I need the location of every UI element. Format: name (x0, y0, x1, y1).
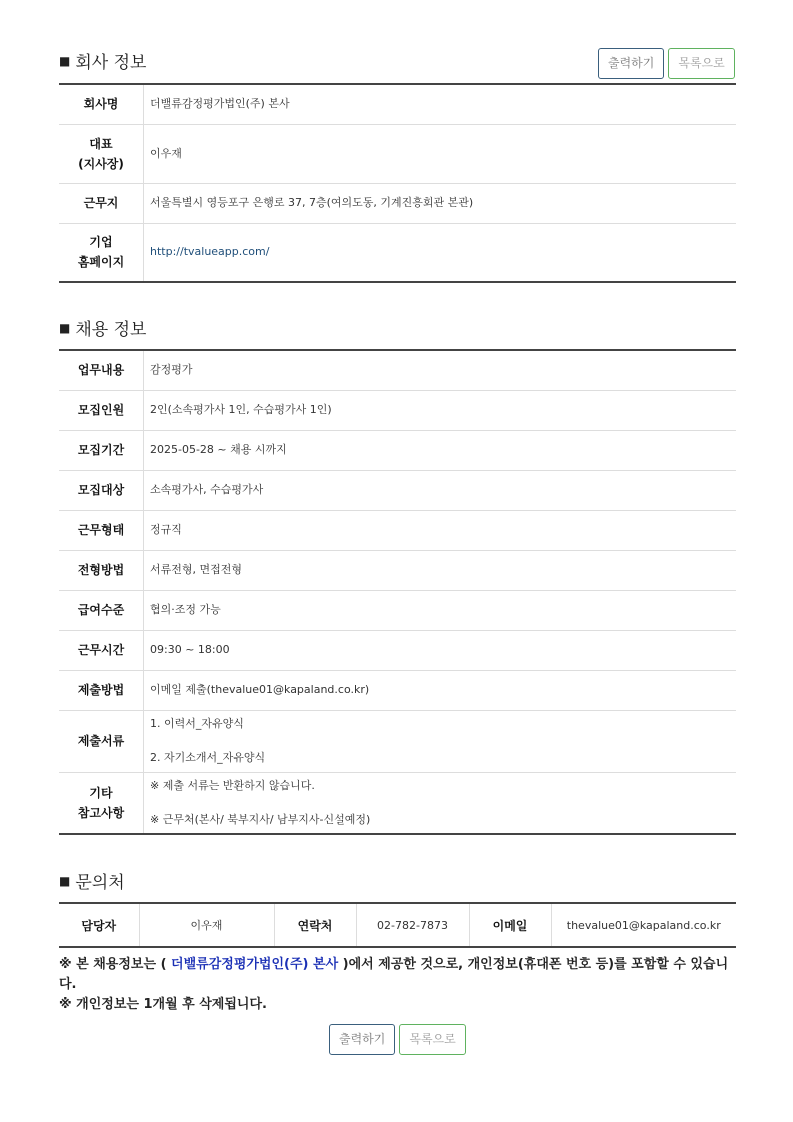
person-value: 이우재 (139, 903, 274, 947)
target-value: 소속평가사, 수습평가사 (144, 470, 737, 510)
notice-company-name: 더밸류감정평가법인(주) 본사 (171, 957, 339, 972)
workplace-value: 서울특별시 영등포구 은행로 37, 7층(여의도동, 기계진흥회관 본관) (144, 183, 737, 223)
bottom-button-group (329, 1024, 466, 1055)
employment-type-value: 정규직 (144, 510, 737, 550)
table-row (59, 630, 736, 670)
representative-value: 이우재 (144, 124, 737, 183)
notice-line-1: ※ 본 채용정보는 ( 더밸류감정평가법인(주) 본사 )에서 제공한 것으로, 개인정보(휴대폰 번호 등)를 포함할 수 있습니다. (59, 957, 729, 992)
top-button-group (598, 48, 735, 79)
table-row (59, 84, 736, 124)
table-row (59, 670, 736, 710)
table-row (59, 124, 736, 183)
company-section-title: ■ 회사 정보 (59, 53, 147, 73)
submission-method-label: 제출방법 (59, 670, 144, 710)
headcount-value: 2인(소속평가사 1인, 수습평가사 1인) (144, 390, 737, 430)
phone-value: 02-782-7873 (356, 903, 469, 947)
notice-line-2: ※ 개인정보는 1개월 후 삭제됩니다. (59, 997, 267, 1012)
table-row (59, 350, 736, 390)
square-bullet-icon: ■ (59, 873, 71, 888)
phone-label: 연락처 (274, 903, 356, 947)
table-row (59, 710, 736, 772)
person-label: 담당자 (59, 903, 139, 947)
document-item: 2. 자기소개서_자유양식 (150, 751, 266, 764)
email-label: 이메일 (469, 903, 551, 947)
square-bullet-icon: ■ (59, 53, 71, 68)
selection-method-value: 서류전형, 면접전형 (144, 550, 737, 590)
table-row (59, 470, 736, 510)
duty-label: 업무내용 (59, 350, 144, 390)
document-item: 1. 이력서_자유양식 (150, 717, 244, 730)
recruit-info-table (59, 349, 736, 835)
homepage-link[interactable]: http://tvalueapp.com/ (150, 245, 270, 259)
selection-method-label: 전형방법 (59, 550, 144, 590)
note-item: ※ 제출 서류는 반환하지 않습니다. (150, 778, 315, 792)
table-row (59, 390, 736, 430)
company-name-value: 더밸류감정평가법인(주) 본사 (144, 84, 737, 124)
privacy-notice (59, 955, 739, 1015)
table-row (59, 590, 736, 630)
table-row (59, 223, 736, 282)
documents-value (144, 710, 737, 772)
company-info-table (59, 83, 736, 283)
documents-label: 제출서류 (59, 710, 144, 772)
submission-method-value: 이메일 제출(thevalue01@kapaland.co.kr) (144, 670, 737, 710)
period-value: 2025-05-28 ~ 채용 시까지 (144, 430, 737, 470)
workplace-label: 근무지 (59, 183, 144, 223)
email-value: thevalue01@kapaland.co.kr (566, 918, 721, 932)
homepage-label: 기업 홈페이지 (59, 223, 144, 282)
print-button[interactable]: 출력하기 (598, 48, 664, 79)
list-button[interactable]: 목록으로 (668, 48, 734, 79)
contact-table (59, 902, 736, 948)
contact-section-title: ■ 문의처 (59, 873, 125, 893)
list-button[interactable]: 목록으로 (399, 1024, 465, 1055)
table-row (59, 550, 736, 590)
table-row (59, 510, 736, 550)
recruit-section-title: ■ 채용 정보 (59, 320, 147, 340)
table-row (59, 903, 736, 947)
notes-value (144, 772, 737, 834)
headcount-label: 모집인원 (59, 390, 144, 430)
work-hours-value: 09:30 ~ 18:00 (144, 630, 737, 670)
print-button[interactable]: 출력하기 (329, 1024, 395, 1055)
homepage-value (144, 223, 737, 282)
note-item: ※ 근무처(본사/ 북부지사/ 남부지사-신설예정) (150, 812, 371, 826)
period-label: 모집기간 (59, 430, 144, 470)
representative-label: 대표 (지사장) (59, 124, 144, 183)
employment-type-label: 근무형태 (59, 510, 144, 550)
salary-value: 협의·조정 가능 (144, 590, 737, 630)
salary-label: 급여수준 (59, 590, 144, 630)
notes-label: 기타 참고사항 (59, 772, 144, 834)
company-name-label: 회사명 (59, 84, 144, 124)
table-row (59, 430, 736, 470)
table-row (59, 183, 736, 223)
square-bullet-icon: ■ (59, 320, 71, 335)
target-label: 모집대상 (59, 470, 144, 510)
duty-value: 감정평가 (144, 350, 737, 390)
table-row (59, 772, 736, 834)
work-hours-label: 근무시간 (59, 630, 144, 670)
